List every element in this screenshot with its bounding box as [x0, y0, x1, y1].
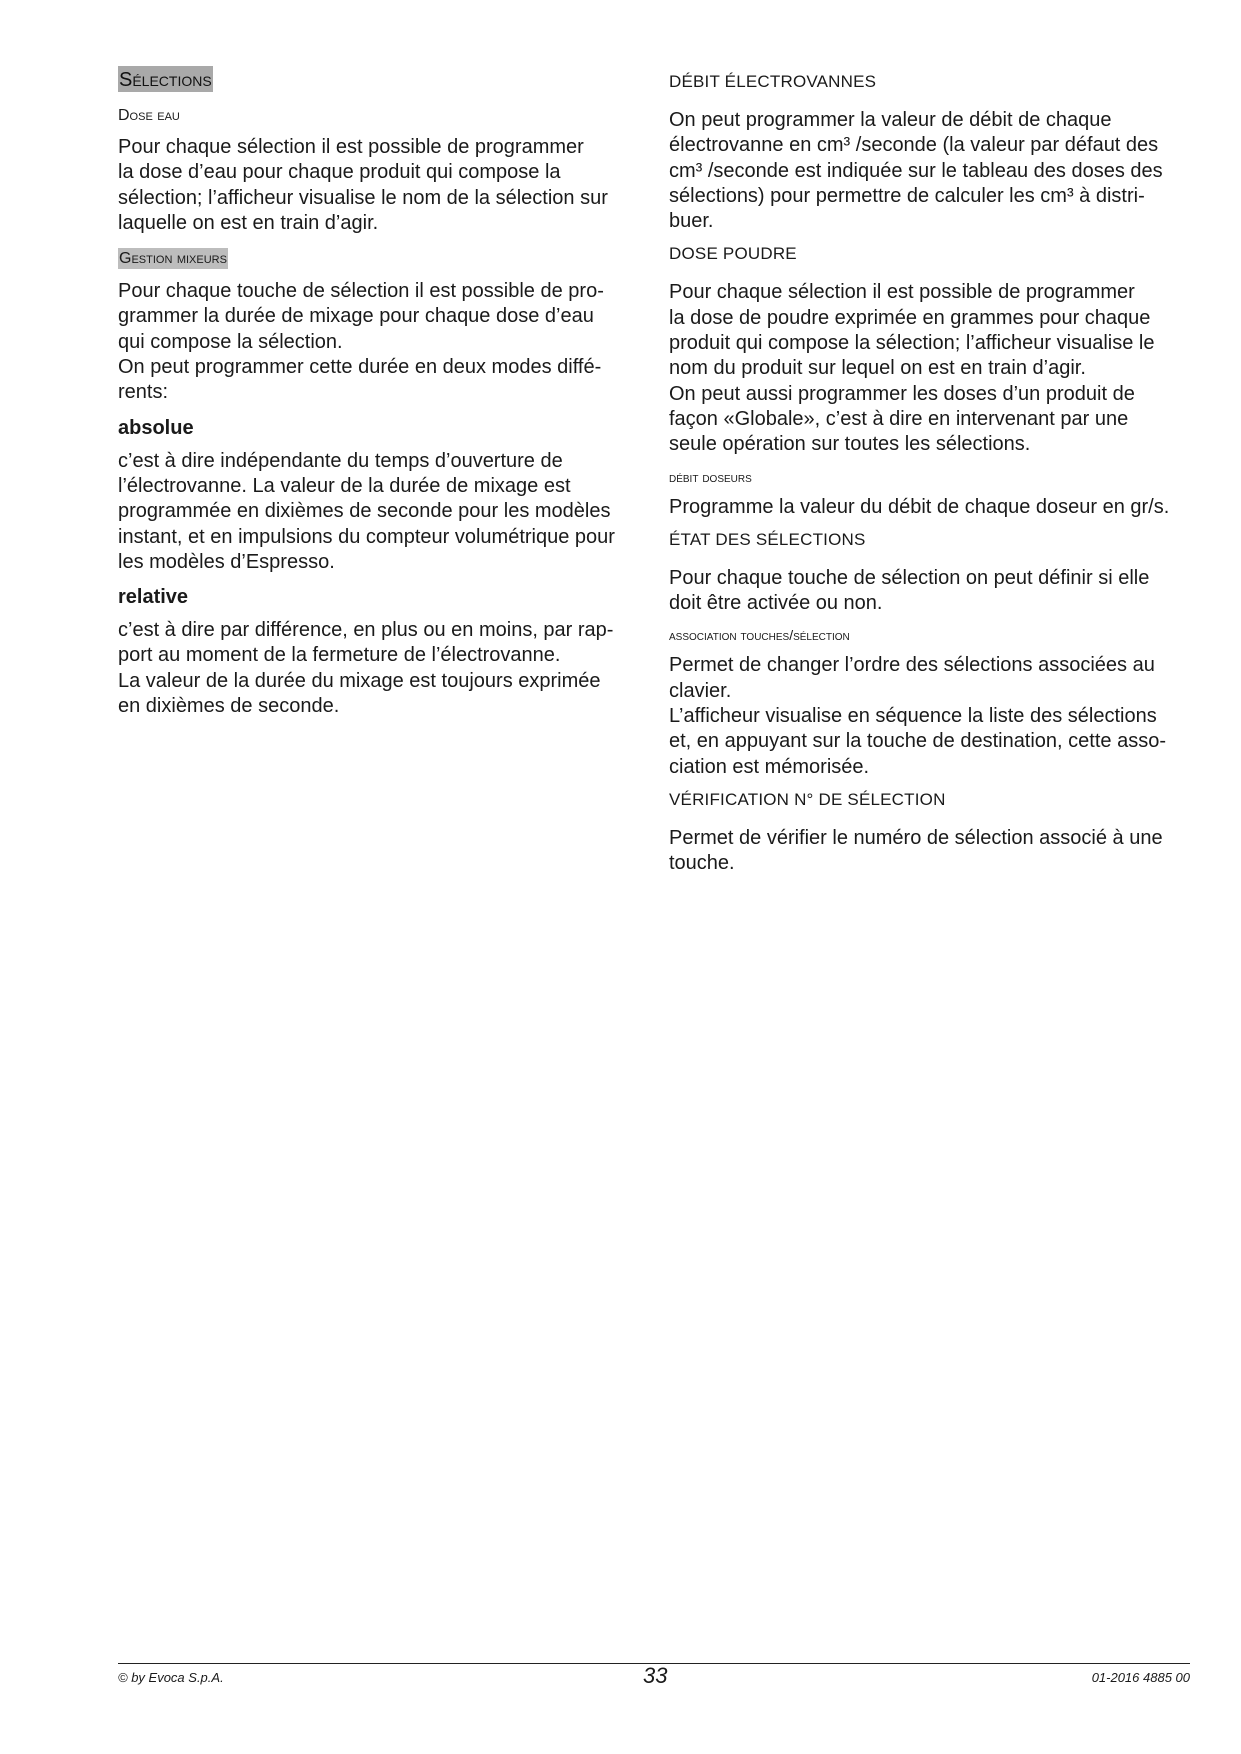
heading-relative: relative: [118, 586, 189, 609]
paragraph-etat-selections: Pour chaque touche de sélection on peut définir si elle doit être activée ou non.: [669, 566, 1150, 615]
footer-copyright: © by Evoca S.p.A.: [118, 1670, 224, 1685]
heading-gestion-mixeurs: Gestion mixeurs: [119, 250, 227, 268]
paragraph-dose-eau: Pour chaque sélection il est possible de programmer la dose d’eau pour chaque produit qui compose la sélection; l’afficheur visualise le nom de la sélection sur laquelle on est en train d’agir.: [118, 136, 608, 234]
heading-debit-doseurs: débit doseurs: [669, 468, 752, 485]
heading-absolue: absolue: [118, 416, 194, 439]
paragraph-debit-doseurs: Programme la valeur du débit de chaque doseur en gr/s.: [669, 495, 1170, 518]
paragraph-debit-electrovannes: On peut programmer la valeur de débit de chaque électrovanne en cm³ /seconde (la valeur par défaut des cm³ /seconde est indiquée sur le tableau des doses des sélections) pour permettre de calculer les cm³ à distri- buer.: [669, 109, 1163, 233]
heading-dose-poudre: DOSE POUDRE: [669, 244, 797, 264]
right-column: [669, 66, 1189, 887]
paragraph-relative: c’est à dire par différence, en plus ou en moins, par rap- port au moment de la fermeture de l’électrovanne. La valeur de la durée du mixage est toujours exprimée en dixièmes de seconde.: [118, 619, 614, 718]
paragraph-verification-selection: Permet de vérifier le numéro de sélection associé à une touche.: [669, 826, 1163, 875]
page-number: 33: [643, 1663, 668, 1688]
left-column: [118, 66, 638, 729]
heading-association-touches: association touches/sélection: [669, 627, 850, 644]
paragraph-dose-poudre: Pour chaque sélection il est possible de programmer la dose de poudre exprimée en grammes pour chaque produit qui compose la sélection; l’afficheur visualise le nom du produit sur lequel on est en train d’agir. On peut aussi programmer les doses d’un produit de façon «Globale», c’est à dire en intervenant par une seule opération sur toutes les sélections.: [669, 281, 1155, 456]
paragraph-gestion-mixeurs: Pour chaque touche de sélection il est possible de pro- grammer la durée de mixage pour chaque dose d’eau qui compose la sélection. On peut programmer cette durée en deux modes diffé- rents:: [118, 280, 604, 404]
heading-verification-selection: VÉRIFICATION N° DE SÉLECTION: [669, 789, 946, 809]
footer-doc-ref: 01-2016 4885 00: [1091, 1670, 1190, 1685]
section-title: Sélections: [118, 66, 213, 92]
heading-dose-eau: Dose eau: [118, 107, 180, 124]
paragraph-absolue: c’est à dire indépendante du temps d’ouverture de l’électrovanne. La valeur de la durée de mixage est programmée en dixièmes de seconde pour les modèles instant, et en impulsions du compteur volumétrique pour les modèles d’Espresso.: [118, 449, 615, 573]
heading-etat-selections: ÉTAT DES SÉLECTIONS: [669, 529, 866, 549]
heading-debit-electrovannes: DÉBIT ÉLECTROVANNES: [669, 72, 877, 91]
paragraph-association-touches: Permet de changer l’ordre des sélections associées au clavier. L’afficheur visualise en séquence la liste des sélections et, en appuyant sur la touche de destination, cette asso- ciation est mémorisée.: [669, 654, 1166, 778]
